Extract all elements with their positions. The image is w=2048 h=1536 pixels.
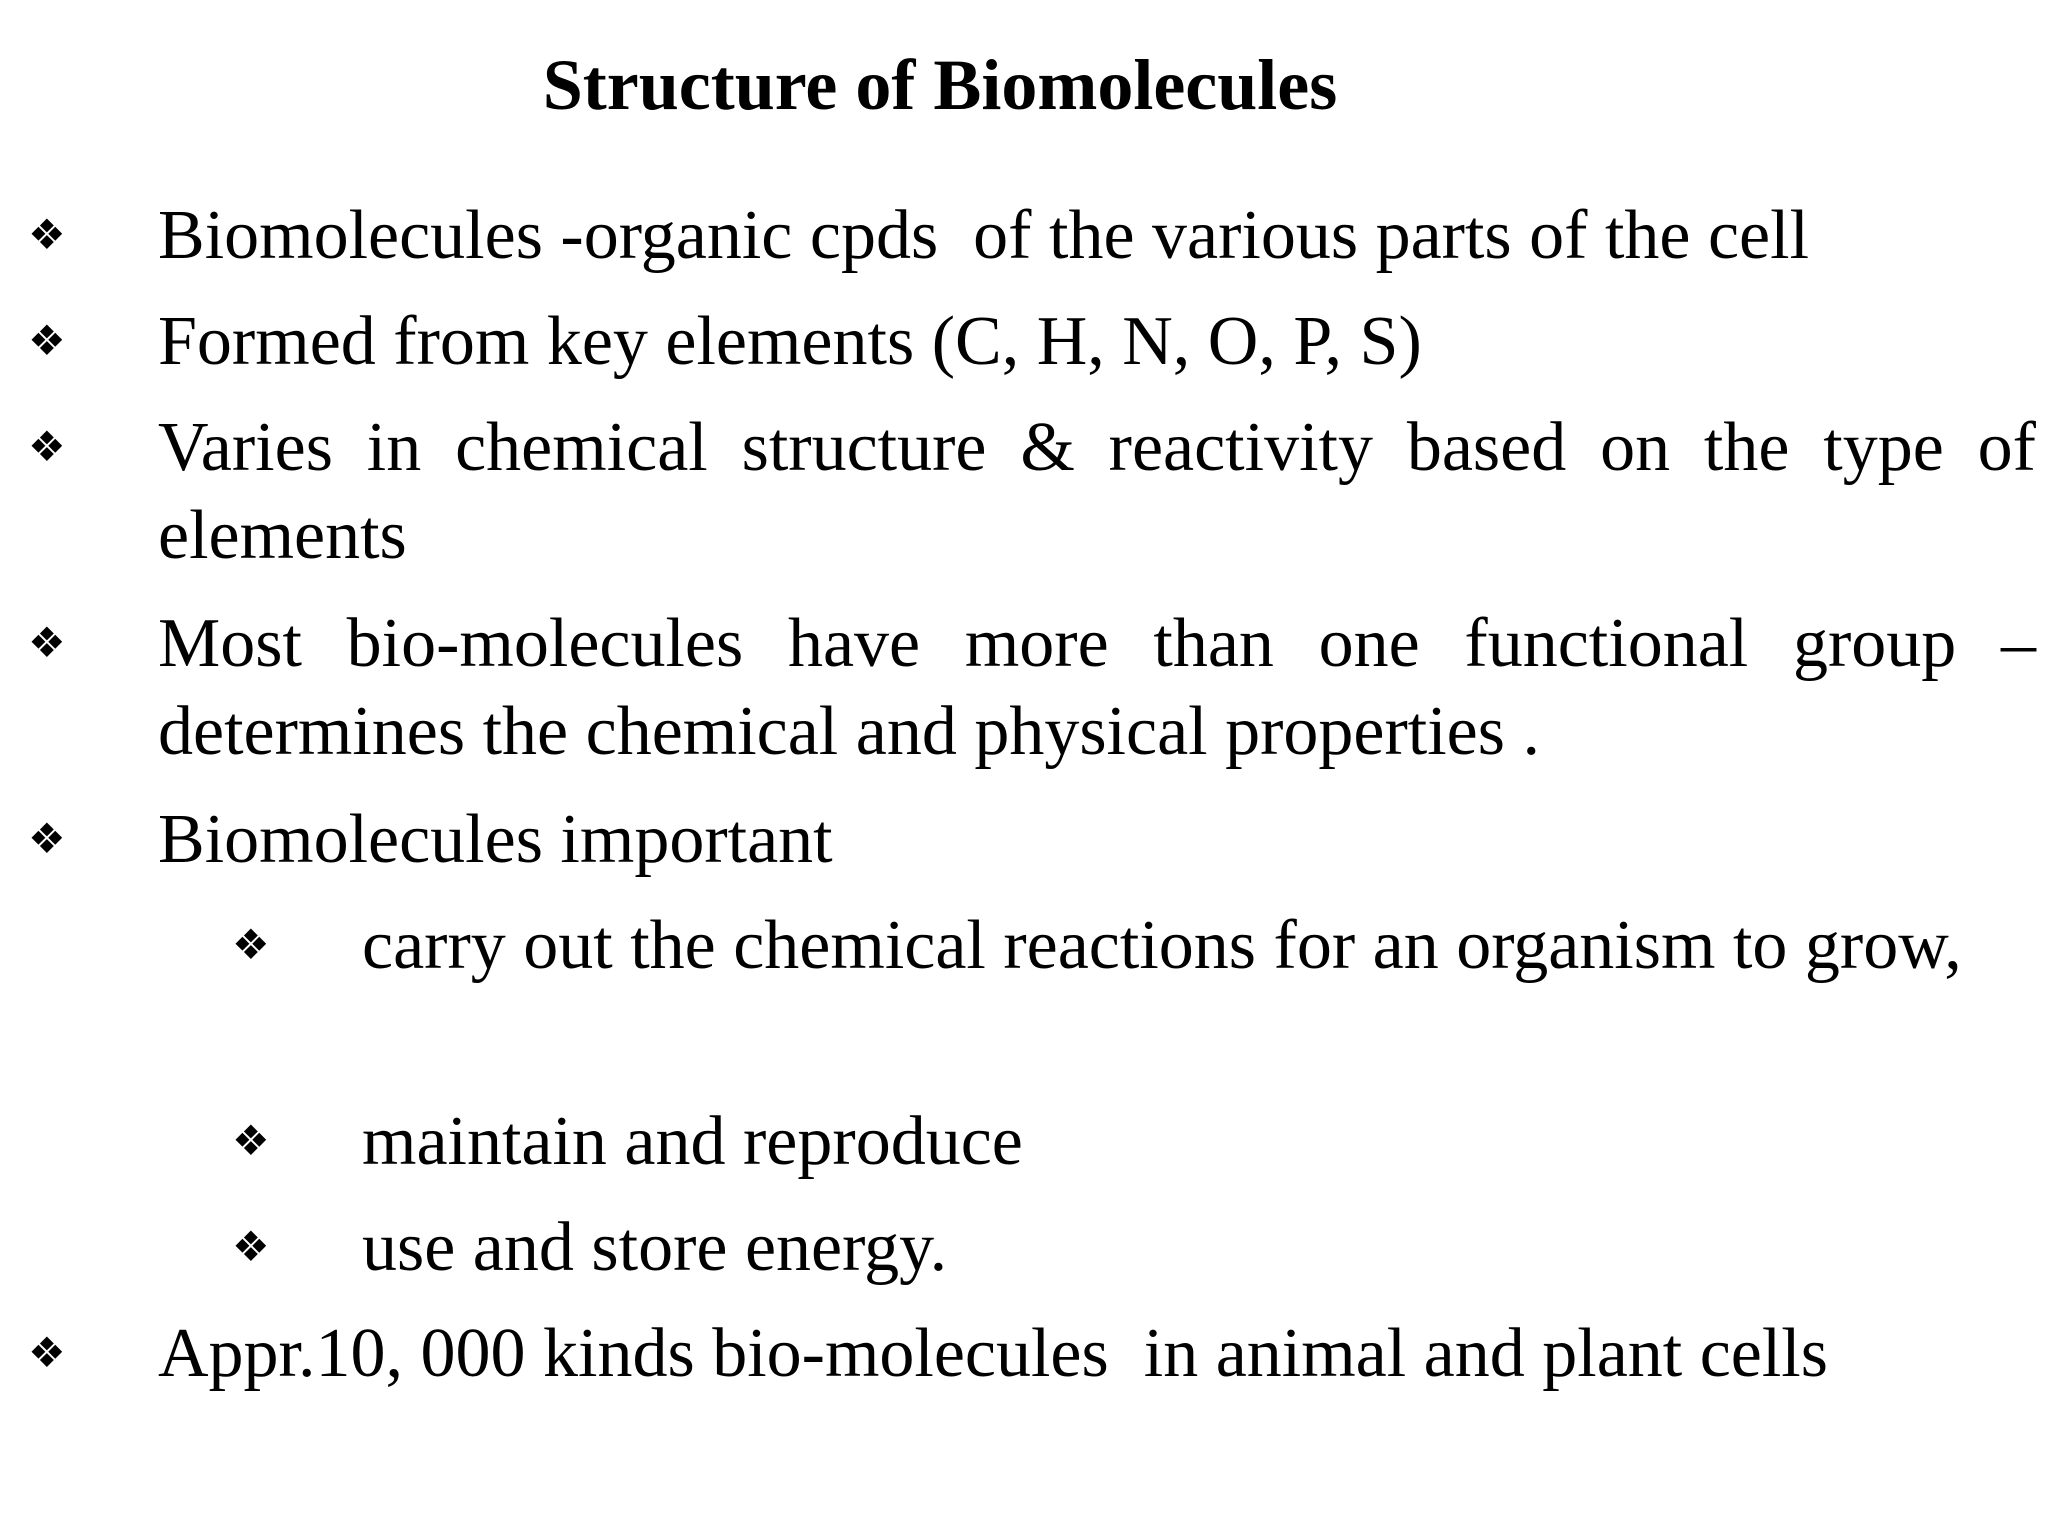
diamond-bullet-icon: ❖ [28,621,66,667]
bullet-text: Most bio-molecules have more than one functional group – determines the chemical and physical properties . [158,605,2036,770]
sub-bullet-text: use and store energy. [362,1209,948,1286]
diamond-bullet-icon: ❖ [28,817,66,863]
diamond-bullet-icon: ❖ [232,1119,270,1165]
diamond-bullet-icon: ❖ [28,1331,66,1377]
sub-bullet-text: maintain and reproduce [362,1103,1023,1180]
slide-title: Structure of Biomolecules [542,45,1338,125]
bullet-text: Formed from key elements (C, H, N, O, P, S) [158,303,1422,380]
bullet-text: Biomolecules important [158,801,833,878]
bullet-text: Biomolecules -organic cpds of the various parts of the cell [158,197,1810,274]
bullet-text: Appr.10, 000 kinds bio-molecules in animal and plant cells [158,1315,1828,1392]
diamond-bullet-icon: ❖ [28,425,66,471]
sub-bullet-text: carry out the chemical reactions for an organism to grow, [362,907,1962,984]
diamond-bullet-icon: ❖ [28,213,66,259]
diamond-bullet-icon: ❖ [28,319,66,365]
diamond-bullet-icon: ❖ [232,923,270,969]
diamond-bullet-icon: ❖ [232,1225,270,1271]
bullet-text: Varies in chemical structure & reactivity based on the type of elements [158,409,2036,574]
